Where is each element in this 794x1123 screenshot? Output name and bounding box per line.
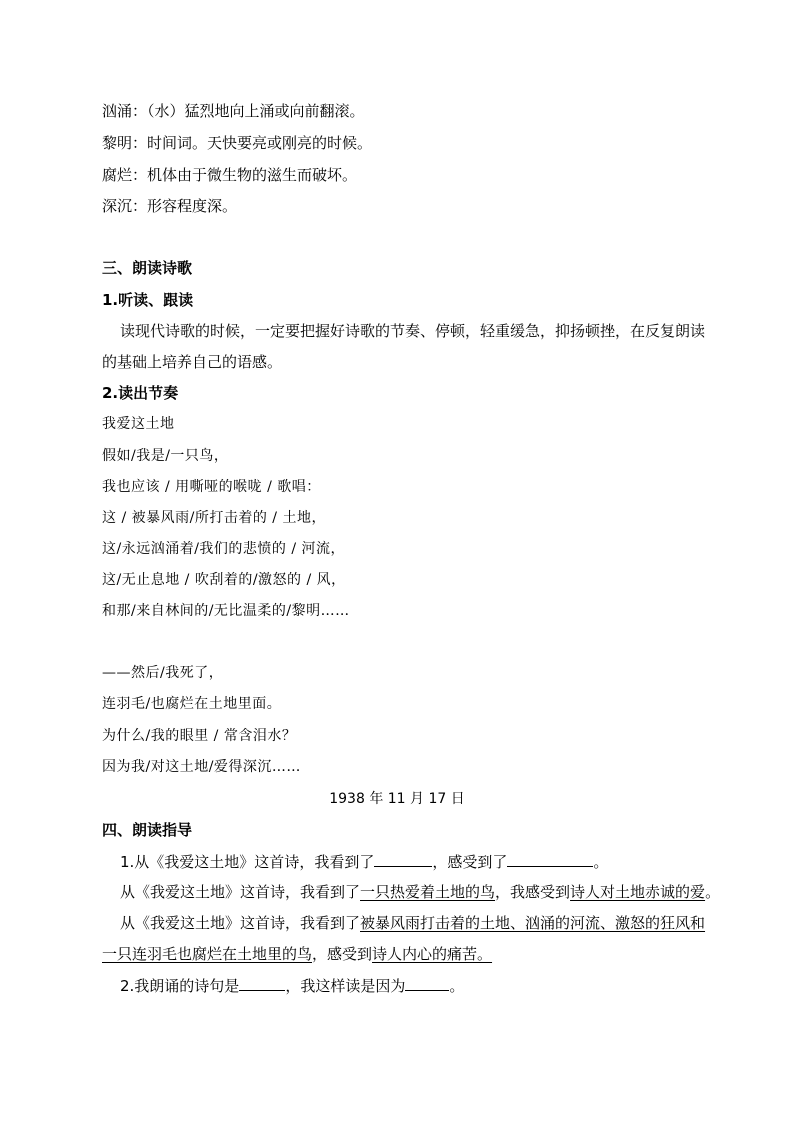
answer-2-line-1 [120, 913, 705, 933]
definition-term: 深沉： [102, 197, 148, 215]
fill-blank[interactable] [405, 975, 449, 991]
poem-title: 我爱这土地 [102, 416, 175, 432]
question-1 [120, 851, 608, 872]
answer-underlined: 被暴风雨打击着的土地、汹涌的河流、激怒的狂风和 [360, 914, 706, 932]
subheading-listen: 1.听读、跟读 [102, 291, 194, 309]
poem-line: 为什么/我的眼里 / 常含泪水？ [102, 728, 297, 744]
definition-text: （水）猛烈地向上涌或向前翻滚。 [147, 102, 365, 120]
poem-line: 因为我/对这土地/爱得深沉…… [102, 759, 301, 775]
poem-line: 这/无止息地 / 吹刮着的/激怒的 / 风， [102, 572, 346, 588]
answer-text: ，感受到 [312, 945, 373, 963]
poem-line: 和那/来自林间的/无比温柔的/黎明…… [102, 603, 350, 619]
answer-underlined: 一只热爱着土地的鸟 [360, 883, 496, 901]
definition-text: 机体由于微生物的滋生而破坏。 [147, 166, 358, 184]
poem-date: 1938 年 11 月 17 日 [329, 791, 465, 807]
answer-text: 从《我爱这土地》这首诗，我看到了 [120, 914, 361, 932]
answer-underlined: 诗人对土地赤诚的爱 [570, 883, 706, 901]
poem-line: 我也应该 / 用嘶哑的喉咙 / 歌唱： [102, 479, 321, 495]
fill-blank[interactable] [507, 851, 593, 867]
poem-line: 假如/我是/一只鸟， [102, 448, 229, 464]
definition-text: 时间词。天快要亮或刚亮的时候。 [147, 134, 373, 152]
question-text: 1.从《我爱这土地》这首诗，我看到了 [120, 853, 375, 871]
answer-text: ，我感受到 [495, 883, 571, 901]
question-text: ，感受到了 [432, 853, 508, 871]
answer-underlined: 一只连羽毛也腐烂在土地里的鸟 [102, 945, 313, 963]
answer-text: 。 [705, 883, 721, 901]
definition-term: 汹涌： [102, 102, 148, 120]
definition-4 [102, 196, 237, 216]
section-heading-3: 三、朗读诗歌 [102, 259, 193, 277]
definition-2 [102, 133, 372, 153]
fill-blank[interactable] [374, 851, 432, 867]
question-text: 。 [593, 853, 609, 871]
paragraph-line-1: 读现代诗歌的时候，一定要把握好诗歌的节奏、停顿，轻重缓急，抑扬顿挫，在反复朗读 [120, 322, 706, 340]
question-text: 2.我朗诵的诗句是 [120, 977, 240, 995]
question-text: 。 [449, 977, 465, 995]
poem-line: 这/永远汹涌着/我们的悲愤的 / 河流， [102, 541, 346, 557]
definition-text: 形容程度深。 [147, 197, 238, 215]
paragraph-line-2: 的基础上培养自己的语感。 [102, 353, 283, 371]
answer-underlined: 诗人内心的痛苦。 [372, 945, 493, 963]
question-2 [120, 975, 464, 996]
definition-1 [102, 101, 365, 121]
answer-2-line-2 [102, 944, 492, 964]
poem-line: ——然后/我死了， [102, 665, 224, 681]
definition-term: 黎明： [102, 134, 148, 152]
poem-line: 这 / 被暴风雨/所打击着的 / 土地， [102, 510, 326, 526]
poem-line: 连羽毛/也腐烂在土地里面。 [102, 696, 282, 712]
definition-term: 腐烂： [102, 166, 148, 184]
answer-1 [120, 882, 720, 902]
definition-3 [102, 165, 357, 185]
fill-blank[interactable] [239, 975, 285, 991]
subheading-rhythm: 2.读出节奏 [102, 384, 179, 402]
section-heading-4: 四、朗读指导 [102, 821, 193, 839]
question-text: ，我这样读是因为 [285, 977, 406, 995]
answer-text: 从《我爱这土地》这首诗，我看到了 [120, 883, 361, 901]
